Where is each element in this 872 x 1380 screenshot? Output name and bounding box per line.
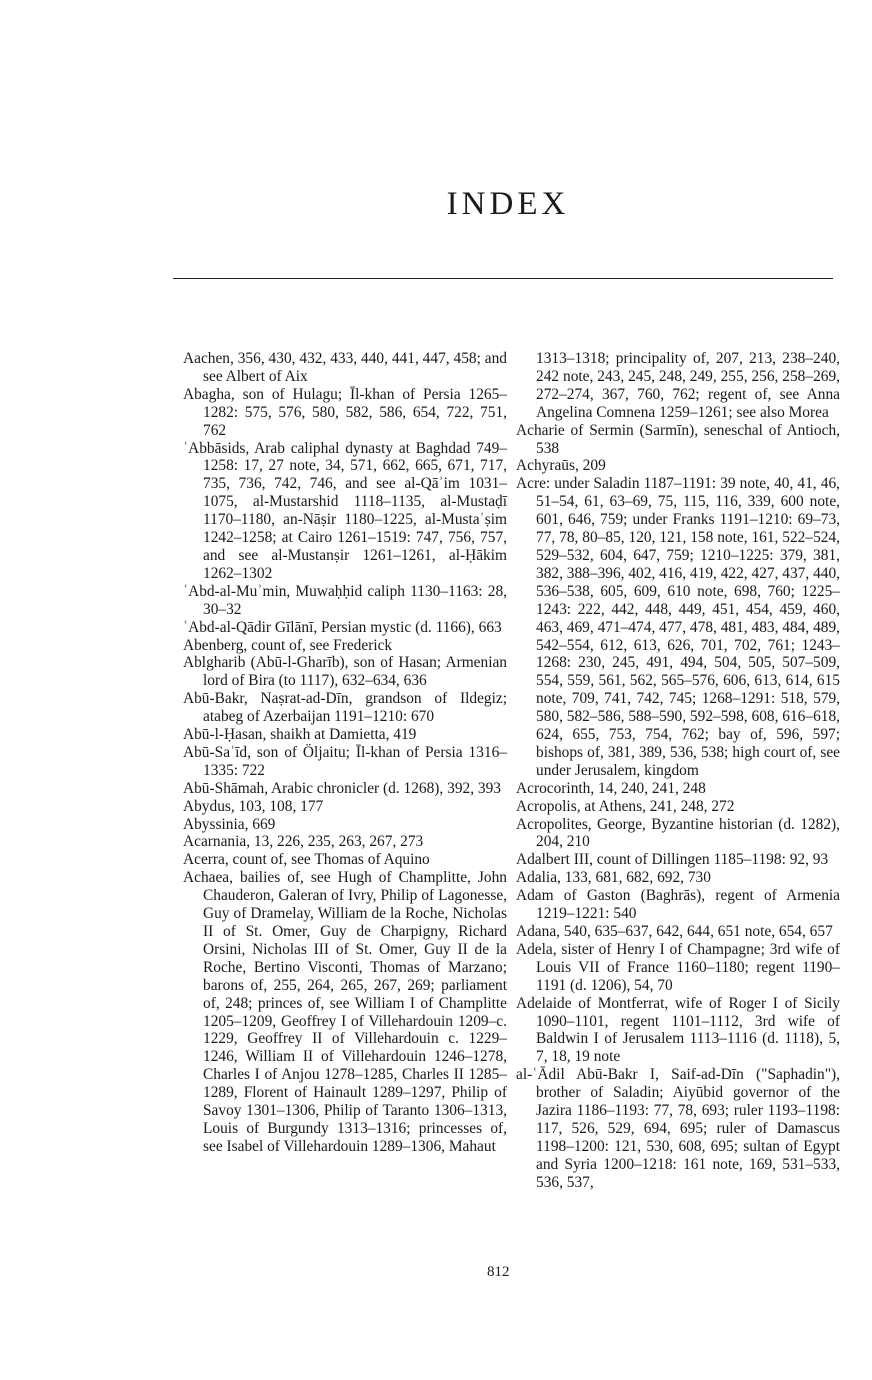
index-entry: Abyssinia, 669: [183, 815, 276, 833]
index-entry: Acharie of Sermin (Sarmīn), seneschal of Antioch, 538: [516, 421, 840, 457]
index-entry: Acre: under Saladin 1187–1191: 39 note, 40, 41, 46, 51–54, 61, 63–69, 75, 115, 116, 339, 600 note, 601, 646, 759; under Franks 1191–1210: 69–73, 77, 78, 80–85, 120, 121, 158 note, 161, 522–524, 529–532, 604, 647, 759; 1210–1225: 379, 381, 382, 388–396, 402, 416, 419, 422, 427, 437, 440, 536–538, 605, 609, 610 note, 698, 760; 1225–1243: 222, 442, 448, 449, 451, 454, 459, 460, 463, 469, 471–474, 477, 478, 481, 483, 484, 489, 542–554, 612, 613, 626, 701, 702, 761; 1243–1268: 230, 245, 491, 494, 504, 505, 507–509, 554, 559, 561, 562, 565–576, 606, 613, 614, 615 note, 709, 741, 742, 745; 1268–1291: 518, 579, 580, 582–586, 588–590, 592–598, 608, 616–618, 624, 655, 753, 754, 762; bay of, 596, 597; bishops of, 381, 389, 536, 538; high court of, see under Jerusalem, kingdom: [516, 475, 840, 779]
index-entry: Acarnania, 13, 226, 235, 263, 267, 273: [183, 833, 424, 851]
left-column: [183, 350, 507, 1156]
index-entry: Abū-l-Ḥasan, shaikh at Damietta, 419: [183, 726, 417, 744]
index-entry: Aachen, 356, 430, 432, 433, 440, 441, 447, 458; and see Albert of Aix: [183, 350, 507, 385]
index-entry: Acropolites, George, Byzantine historian (d. 1282), 204, 210: [516, 815, 840, 851]
index-entry: Achyraūs, 209: [516, 457, 606, 475]
index-entry: Adalia, 133, 681, 682, 692, 730: [516, 869, 711, 887]
index-entry: Abagha, son of Hulagu; Īl-khan of Persia 1265–1282: 575, 576, 580, 582, 586, 654, 722, 751, 762: [183, 385, 507, 439]
page-number: 812: [487, 1264, 510, 1280]
index-entry: Adalbert III, count of Dillingen 1185–1198: 92, 93: [516, 851, 829, 869]
index-entry: Acropolis, at Athens, 241, 248, 272: [516, 797, 735, 815]
page-title: INDEX: [446, 186, 570, 222]
index-entry: ʿAbd-al-Qādir Gīlānī, Persian mystic (d. 1166), 663: [183, 618, 502, 636]
index-entry: Abū-Shāmah, Arabic chronicler (d. 1268), 392, 393: [183, 779, 501, 797]
index-entry: Adelaide of Montferrat, wife of Roger I of Sicily 1090–1101, regent 1101–1112, 3rd wife of Baldwin I of Jerusalem 1113–1116 (d. 1118), 5, 7, 18, 19 note: [516, 994, 840, 1066]
index-entry: al-ʿĀdil Abū-Bakr I, Saif-ad-Dīn ("Saphadin"), brother of Saladin; Aiyūbid governor of the Jazira 1186–1193: 77, 78, 693; ruler 1193–1198: 117, 526, 529, 694, 695; ruler of Damascus 1198–1200: 121, 530, 608, 695; sultan of Egypt and Syria 1200–1218: 161 note, 169, 531–533, 536, 537,: [516, 1066, 840, 1191]
index-entry: Adana, 540, 635–637, 642, 644, 651 note, 654, 657: [516, 923, 833, 940]
index-entry: Acrocorinth, 14, 240, 241, 248: [516, 779, 706, 797]
index-entry: ʿAbbāsids, Arab caliphal dynasty at Baghdad 749–1258: 17, 27 note, 34, 571, 662, 665, 671, 717, 735, 736, 742, 746, and see al-Qāʾim 1031–1075, al-Mustarshid 1118–1135, al-Mustaḍī 1170–1180, an-Nāṣir 1180–1225, al-Mustaʿṣim 1242–1258; at Cairo 1261–1519: 747, 756, 757, and see al-Mustanṣir 1261–1261, al-Ḥākim 1262–1302: [183, 439, 507, 582]
index-entry: Acerra, count of, see Thomas of Aquino: [183, 851, 430, 869]
index-entry: Adela, sister of Henry I of Champagne; 3rd wife of Louis VII of France 1160–1180; regent 1190–1191 (d. 1206), 54, 70: [516, 940, 840, 994]
right-column: [516, 350, 840, 1192]
index-entry: Abydus, 103, 108, 177: [183, 797, 324, 815]
index-entry: Ablgharib (Abū-l-Gharīb), son of Hasan; Armenian lord of Bira (to 1117), 632–634, 636: [183, 654, 507, 690]
index-entry: Abenberg, count of, see Frederick: [183, 636, 393, 654]
index-entry: ʿAbd-al-Muʾmin, Muwaḥḥid caliph 1130–1163: 28, 30–32: [183, 582, 507, 618]
index-entry-continuation: 1313–1318; principality of, 207, 213, 238–240, 242 note, 243, 245, 248, 249, 255, 256, 258–269, 272–274, 367, 760, 762; regent of, see Anna Angelina Comnena 1259–1261; see also Morea: [536, 350, 840, 421]
index-entry: Abū-Bakr, Naṣrat-ad-Dīn, grandson of Ildegiz; atabeg of Azerbaijan 1191–1210: 670: [183, 690, 507, 726]
index-entry: Achaea, bailies of, see Hugh of Champlitte, John Chauderon, Galeran of Ivry, Philip of Lagonesse, Guy of Dramelay, William de la Roche, Nicholas II of St. Omer, Guy de Charpigny, Richard Orsini, Nicholas III of St. Omer, Guy II de la Roche, Bertino Visconti, Thomas of Marzano; barons of, 255, 264, 265, 267, 269; parliament of, 248; princes of, see William I of Champlitte 1205–1209, Geoffrey I of Villehardouin 1209–c. 1229, Geoffrey II of Villehardouin c. 1229–1246, William II of Villehardouin 1246–1278, Charles I of Anjou 1278–1285, Charles II 1285–1289, Florent of Hainault 1289–1297, Philip of Savoy 1301–1306, Philip of Taranto 1306–1313, Louis of Burgundy 1313–1316; princesses of, see Isabel of Villehardouin 1289–1306, Mahaut: [183, 869, 507, 1155]
title-rule: [173, 278, 833, 279]
index-entry: Adam of Gaston (Baghrās), regent of Armenia 1219–1221: 540: [516, 887, 840, 923]
index-entry: Abū-Saʿīd, son of Öljaitu; Īl-khan of Persia 1316–1335: 722: [183, 743, 507, 779]
